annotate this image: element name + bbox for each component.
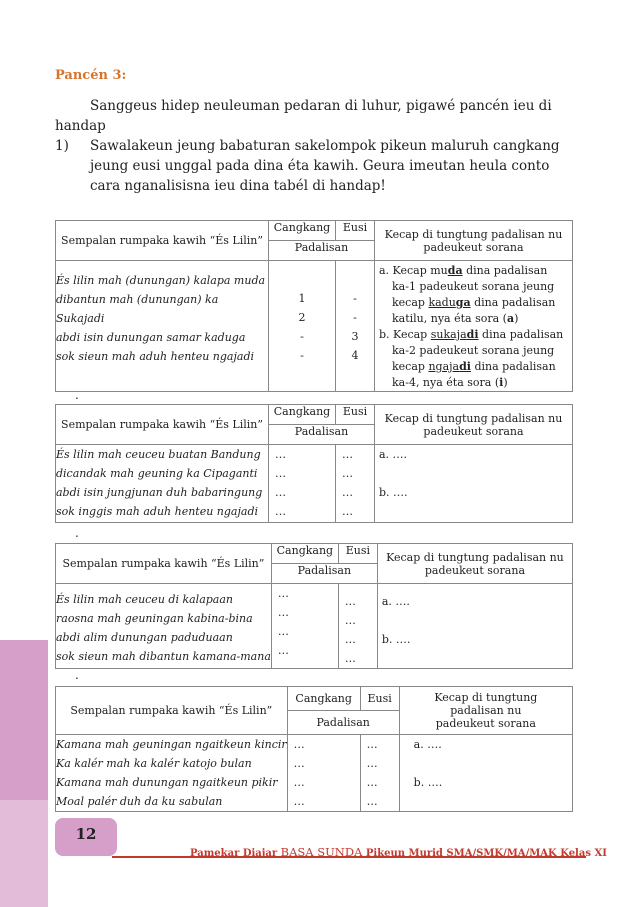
- item-line: Sawalakeun jeung babaturan sakelompok pikeun maluruh cangkang: [90, 138, 560, 154]
- kecap-cell: [375, 445, 573, 523]
- header-sempalan: Sempalan rumpaka kawih “És Lilin”: [56, 544, 272, 584]
- cangkang-value: -: [300, 330, 304, 343]
- header-eusi: Eusi: [336, 405, 375, 425]
- eusi-blank: …: [342, 486, 353, 499]
- verse-line: Sukajadi: [56, 312, 105, 325]
- header-padalisan: Padalisan: [269, 425, 375, 445]
- verse-line: sok sieun mah aduh henteu ngajadi: [56, 350, 255, 363]
- verse-line: abdi alim dunungan paduduaan: [56, 631, 233, 644]
- header-cangkang: Cangkang: [287, 687, 360, 711]
- kecap-b-blank: b. ….: [379, 486, 408, 499]
- header-eusi: Eusi: [360, 687, 399, 711]
- eusi-cell: [338, 584, 377, 669]
- header-kecap: Kecap di tungtung padalisan nu padeukeut sorana: [375, 221, 573, 261]
- item-instructions: [90, 136, 580, 196]
- kecap-b-line4: ka-4, nya éta sora (i): [392, 376, 508, 389]
- cangkang-blank: …: [275, 467, 286, 480]
- header-padalisan: Padalisan: [271, 564, 377, 584]
- eusi-blank: …: [344, 652, 356, 665]
- kecap-a-blank: a. ….: [381, 595, 410, 608]
- verse-line: abdi isin jungjunan duh babaringung: [56, 486, 263, 499]
- cangkang-blank: …: [293, 738, 305, 751]
- header-padalisan: Padalisan: [287, 711, 399, 735]
- item-number: 1): [55, 138, 69, 154]
- verse-cell: [56, 261, 269, 392]
- kecap-a-line4: katilu, nya éta sora (a): [392, 312, 519, 325]
- kecap-b-blank: b. ….: [413, 776, 443, 789]
- verse-cell: [56, 584, 272, 669]
- verse-line: Kamana mah geuningan ngaitkeun kincir: [56, 738, 287, 751]
- cangkang-blank: …: [275, 505, 286, 518]
- intro-line-2: handap: [55, 118, 106, 134]
- verse-line: És lilin mah ceuceu buatan Bandung: [56, 448, 261, 461]
- kecap-b-blank: b. ….: [381, 633, 411, 646]
- verse-line: raosna mah geuningan kabina-bina: [56, 612, 253, 625]
- eusi-blank: …: [366, 738, 378, 751]
- verse-line: És lilin mah ceuceu di kalapaan: [56, 593, 233, 606]
- footer-book-title: [190, 845, 607, 859]
- eusi-blank: …: [342, 467, 353, 480]
- eusi-value: 4: [351, 349, 359, 362]
- verse-cell: [56, 445, 269, 523]
- cangkang-blank: …: [293, 757, 305, 770]
- eusi-cell: [360, 735, 399, 812]
- eusi-blank: …: [342, 505, 353, 518]
- verse-line: sok sieun mah dibantun kamana-mana: [56, 650, 271, 663]
- header-sempalan: Sempalan rumpaka kawih “És Lilin”: [56, 221, 269, 261]
- cangkang-blank: …: [275, 486, 286, 499]
- header-sempalan: Sempalan rumpaka kawih “És Lilin”: [56, 687, 288, 735]
- cangkang-blank: …: [277, 644, 289, 657]
- cangkang-blank: …: [277, 606, 289, 619]
- eusi-blank: …: [344, 633, 356, 646]
- eusi-blank: …: [342, 448, 353, 461]
- kecap-b-line1: b. Kecap sukajadi dina padalisan: [379, 328, 564, 341]
- verse-line: Ka kalér mah ka kalér katojo bulan: [56, 757, 252, 770]
- cangkang-blank: …: [277, 587, 289, 600]
- cangkang-value: 2: [298, 311, 306, 324]
- header-sempalan: Sempalan rumpaka kawih “És Lilin”: [56, 405, 269, 445]
- eusi-value: -: [353, 292, 357, 305]
- header-kecap: Kecap di tungtung padalisan nu padeukeut sorana: [377, 544, 572, 584]
- header-cangkang: Cangkang: [269, 221, 336, 241]
- verse-line: sok inggis mah aduh henteu ngajadi: [56, 505, 259, 518]
- verse-line: Moal palér duh da ku sabulan: [56, 795, 223, 808]
- eusi-cell: [336, 261, 375, 392]
- eusi-blank: …: [344, 595, 356, 608]
- cangkang-blank: …: [275, 448, 286, 461]
- kecap-a-line1: a. Kecap muda dina padalisan: [379, 264, 548, 277]
- kecap-b-line3: kecap ngajadi dina padalisan: [392, 360, 556, 373]
- kecap-a-line2: ka-1 padeukeut sorana jeung: [392, 280, 555, 293]
- page-number: 12: [75, 825, 97, 843]
- cangkang-cell: [287, 735, 360, 812]
- verse-line: dicandak mah geuning ka Cipaganti: [56, 467, 258, 480]
- header-padalisan: Padalisan: [269, 241, 375, 261]
- eusi-blank: …: [366, 757, 378, 770]
- exercise-table-2: [55, 543, 573, 669]
- kecap-a-blank: a. ….: [379, 448, 408, 461]
- eusi-blank: …: [344, 614, 356, 627]
- kecap-cell: [375, 261, 573, 392]
- header-eusi: Eusi: [336, 221, 375, 241]
- footer-prefix: Pamekar Diajar: [190, 848, 281, 859]
- task-heading: Pancén 3:: [55, 68, 127, 83]
- kecap-cell: [377, 584, 572, 669]
- footer-title: BASA SUNDA: [280, 845, 363, 859]
- eusi-blank: …: [366, 776, 378, 789]
- sidebar-decoration-light: [0, 800, 48, 907]
- separator-dot: .: [75, 668, 79, 682]
- example-table: [55, 220, 573, 392]
- exercise-table-1: [55, 404, 573, 523]
- header-eusi: Eusi: [338, 544, 377, 564]
- separator-dot: .: [75, 526, 79, 540]
- header-kecap: Kecap di tungtung padalisan nu padeukeut sorana: [399, 687, 572, 735]
- eusi-cell: [336, 445, 375, 523]
- header-cangkang: Cangkang: [269, 405, 336, 425]
- header-cangkang: Cangkang: [271, 544, 338, 564]
- kecap-a-line3: kecap kaduga dina padalisan: [392, 296, 556, 309]
- verse-line: abdi isin dunungan samar kaduga: [56, 331, 246, 344]
- header-kecap: Kecap di tungtung padalisan nu padeukeut sorana: [375, 405, 573, 445]
- separator-dot: .: [75, 388, 79, 402]
- kecap-a-blank: a. ….: [413, 738, 442, 751]
- kecap-b-line2: ka-2 padeukeut sorana jeung: [392, 344, 555, 357]
- cangkang-cell: [269, 445, 336, 523]
- cangkang-blank: …: [293, 776, 305, 789]
- exercise-table-3: [55, 686, 573, 812]
- verse-cell: [56, 735, 288, 812]
- footer-suffix: Pikeun Murid SMA/SMK/MA/MAK Kelas XI: [362, 848, 607, 859]
- intro-line-1: Sanggeus hidep neuleuman pedaran di luhur, pigawé pancén ieu di: [90, 98, 552, 114]
- eusi-value: -: [353, 311, 357, 324]
- cangkang-blank: …: [293, 795, 305, 808]
- cangkang-blank: …: [277, 625, 289, 638]
- eusi-blank: …: [366, 795, 378, 808]
- eusi-value: 3: [351, 330, 359, 343]
- kecap-cell: [399, 735, 572, 812]
- item-line: jeung eusi unggal pada dina éta kawih. Geura imeutan heula conto: [90, 158, 550, 174]
- verse-line: dibantun mah (dunungan) ka: [56, 293, 219, 306]
- cangkang-value: -: [300, 349, 304, 362]
- cangkang-cell: [271, 584, 338, 669]
- verse-line: Kamana mah dunungan ngaitkeun pikir: [56, 776, 278, 789]
- cangkang-value: 1: [298, 292, 306, 305]
- verse-line: És lilin mah (dunungan) kalapa muda: [56, 274, 266, 287]
- cangkang-cell: [269, 261, 336, 392]
- item-line: cara nganalisisna ieu dina tabél di handap!: [90, 178, 386, 194]
